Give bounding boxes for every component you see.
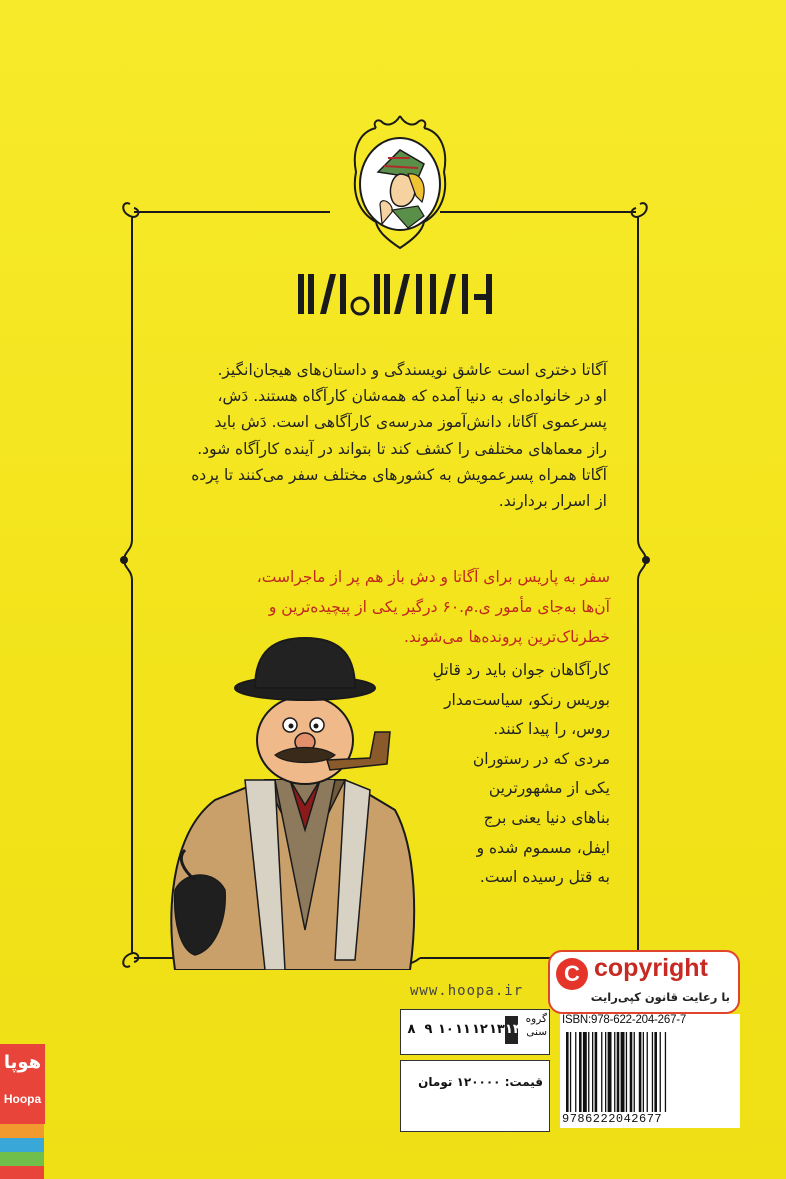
barcode-bar <box>617 1032 620 1112</box>
logo-title-text: کارآگاه آگاتا <box>392 326 398 327</box>
barcode-bar <box>660 1032 661 1112</box>
plot-line: روس، را پیدا کنند. <box>493 720 610 739</box>
age-group-numbers <box>405 1016 521 1044</box>
plot-line: بناهای دنیا یعنی برج <box>483 808 610 827</box>
barcode-bar <box>608 1032 612 1112</box>
age-number: ۱۰ <box>438 1022 454 1037</box>
age-number: ۹ <box>424 1022 433 1037</box>
synopsis-line: آگاتا همراه پسرعمویش به کشورهای مختلف سفر می‌کنند تا پرده <box>191 465 607 484</box>
copyright-badge <box>548 950 740 1014</box>
barcode-bar <box>566 1032 569 1112</box>
barcode-bar <box>575 1032 576 1112</box>
age-number: ۱۳ <box>489 1022 505 1037</box>
age-number: ۱۴ <box>505 1016 518 1044</box>
barcode-number: 9786222042677 <box>562 1112 663 1126</box>
barcode-bar <box>639 1032 642 1112</box>
barcode-bar <box>588 1032 589 1112</box>
publisher-mark: هوپا <box>3 1052 42 1073</box>
barcode-bar <box>579 1032 582 1112</box>
synopsis-line: او در خانواده‌ای به دنیا آمده که همه‌شان کارآگاه هستند. دَش، <box>217 387 607 406</box>
barcode-bar <box>592 1032 593 1112</box>
barcode-bar <box>595 1032 598 1112</box>
synopsis-line: پسرعموی آگاتا، دانش‌آموز مدرسه‌ی کارآگاهی است. دَش باید <box>214 413 607 432</box>
plot-line: ایفل، مسموم شده و <box>476 838 610 857</box>
plot-line: یکی از مشهورترین <box>488 779 610 798</box>
price-box <box>400 1060 550 1132</box>
isbn-text: ISBN:978-622-204-267-7 <box>562 1014 687 1026</box>
barcode-bar <box>605 1032 606 1112</box>
highlight-line: خطرناک‌ترین پرونده‌ها می‌شوند. <box>403 628 610 646</box>
synopsis-line: راز معماهای مختلفی را کشف کند تا بتواند در آینده کارآگاه شود. <box>197 439 607 458</box>
barcode <box>564 1032 736 1112</box>
copyright-word: copyright <box>594 954 708 982</box>
isbn-barcode-box <box>560 1014 740 1128</box>
detective-illustration <box>155 630 425 970</box>
highlight-line: آن‌ها به‌جای مأمور ی.م.۶۰ درگیر یکی از پیچیده‌ترین و <box>268 598 610 616</box>
character-emblem <box>348 112 452 252</box>
age-number: ۱۲ <box>472 1022 488 1037</box>
barcode-bar <box>583 1032 587 1112</box>
series-title-logo <box>290 264 500 328</box>
plot-line: مردی که در رستوران <box>472 749 610 768</box>
plot-line: کارآگاهان جوان باید رد قاتلِ <box>432 661 610 679</box>
price-text: قیمت: ۱۲۰۰۰۰ تومان <box>418 1075 543 1089</box>
barcode-bar <box>643 1032 644 1112</box>
barcode-bar <box>601 1032 602 1112</box>
synopsis-line: آگاتا دختری است عاشق نویسندگی و داستان‌های هیجان‌انگیز. <box>217 361 607 379</box>
barcode-bar <box>630 1032 633 1112</box>
age-number: ۸ <box>407 1022 416 1037</box>
barcode-bar <box>570 1032 571 1112</box>
age-number: ۱۱ <box>455 1022 471 1037</box>
publisher-logo <box>0 1044 45 1124</box>
barcode-bar <box>621 1032 625 1112</box>
synopsis-line: از اسرار بردارند. <box>498 492 607 511</box>
highlight-line: سفر به پاریس برای آگاتا و دش باز هم پر از ماجراست، <box>256 568 610 586</box>
age-group-box <box>400 1009 550 1055</box>
age-group-label: گروه سنی <box>525 1013 547 1038</box>
barcode-bar <box>634 1032 635 1112</box>
barcode-bar <box>652 1032 653 1112</box>
plot-line: بوریس رنکو، سیاست‌مدار <box>444 690 610 709</box>
copyright-subtitle: با رعایت قانون کپی‌رایت <box>590 990 730 1004</box>
synopsis-paragraph <box>170 357 607 514</box>
barcode-bar <box>626 1032 627 1112</box>
barcode-bar <box>614 1032 615 1112</box>
copyright-icon: C <box>556 958 588 990</box>
barcode-bar <box>665 1032 666 1112</box>
publisher-website[interactable]: www.hoopa.ir <box>410 983 524 999</box>
publisher-name: Hoopa <box>3 1092 42 1106</box>
barcode-bar <box>647 1032 648 1112</box>
barcode-bar <box>654 1032 657 1112</box>
plot-line: به قتل رسیده است. <box>479 868 610 887</box>
